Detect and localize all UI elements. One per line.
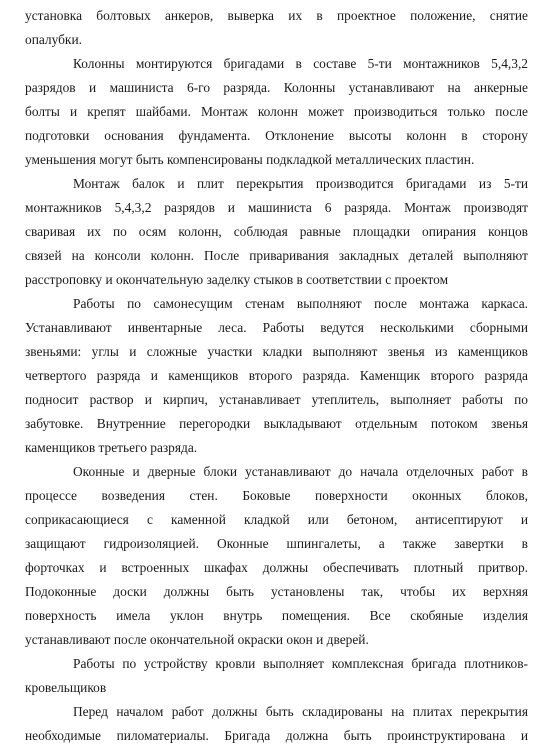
text-line: подготовки основания фундамента. Отклонение высоты колонн в сторону xyxy=(25,128,528,143)
text-line: необходимые пиломатериалы. Бригада должна быть проинструктирована и xyxy=(25,728,528,743)
paragraph-windows-doors xyxy=(25,460,528,652)
text-line: соприкасающиеся с каменной кладкой или бетоном, антисептируют и xyxy=(25,512,528,527)
text-line: монтажников 5,4,3,2 разрядов и машиниста 6 разряда. Монтаж производят xyxy=(25,200,528,215)
text-line: связей на консоли колонн. После приваривания закладных деталей выполняют xyxy=(25,248,528,263)
text-line: Подоконные доски должны быть установлены так, чтобы их верхняя xyxy=(25,584,528,599)
text-line: кровельщиков xyxy=(25,680,107,695)
text-line: Монтаж балок и плит перекрытия производится бригадами из 5-ти xyxy=(73,176,528,191)
text-line: разрядов и машиниста 6-го разряда. Колонны устанавливают на анкерные xyxy=(25,80,528,95)
text-line: поверхность имела уклон внутрь помещения. Все скобяные изделия xyxy=(25,608,528,623)
text-line: Перед началом работ должны быть складированы на плитах перекрытия xyxy=(73,704,528,719)
text-line: сваривая их по осям колонн, соблюдая равные площадки опирания концов xyxy=(25,224,528,239)
text-line: подносит раствор и кирпич, устанавливает утеплитель, выполняет работы по xyxy=(25,392,528,407)
paragraph-roofing xyxy=(25,652,528,700)
text-line: устанавливают после окончательной окраски окон и дверей. xyxy=(25,632,369,647)
text-line: забутовке. Внутренние перегородки выкладывают отдельным потоком звенья xyxy=(25,416,528,431)
text-line: форточках и встроенных шкафах должны обеспечивать плотный притвор. xyxy=(25,560,528,575)
text-line: процессе возведения стен. Боковые поверхности оконных блоков, xyxy=(25,488,528,503)
text-line: звеньями: углы и сложные участки кладки выполняют звенья из каменщиков xyxy=(25,344,528,359)
text-line: опалубки. xyxy=(25,32,82,47)
paragraph-walls xyxy=(25,292,528,460)
paragraph-columns xyxy=(25,52,528,172)
paragraph-preparation xyxy=(25,700,528,748)
text-line: болты и крепят шайбами. Монтаж колонн может производиться только после xyxy=(25,104,528,119)
text-line: установка болтовых анкеров, выверка их в проектное положение, снятие xyxy=(25,8,528,23)
text-line: защищают гидроизоляцией. Оконные шпингалеты, а также завертки в xyxy=(25,536,528,551)
text-line: Устанавливают инвентарные леса. Работы ведутся несколькими сборными xyxy=(25,320,528,335)
text-line: Колонны монтируются бригадами в составе 5-ти монтажников 5,4,3,2 xyxy=(73,56,528,71)
text-line: Работы по устройству кровли выполняет комплексная бригада плотников- xyxy=(73,656,528,671)
text-line: каменщиков третьего разряда. xyxy=(25,440,198,455)
text-line: Работы по самонесущим стенам выполняют после монтажа каркаса. xyxy=(73,296,528,311)
text-line: расстроповку и окончательную заделку стыков в соответствии с проектом xyxy=(25,272,449,287)
text-line: Оконные и дверные блоки устанавливают до начала отделочных работ в xyxy=(73,464,528,479)
text-line: четвертого разряда и каменщиков второго разряда. Каменщик второго разряда xyxy=(25,368,528,383)
text-line: уменьшения могут быть компенсированы подкладкой металлических пластин. xyxy=(25,152,475,167)
paragraph-beams-slabs xyxy=(25,172,528,292)
paragraph-anchor-installation xyxy=(25,4,528,52)
